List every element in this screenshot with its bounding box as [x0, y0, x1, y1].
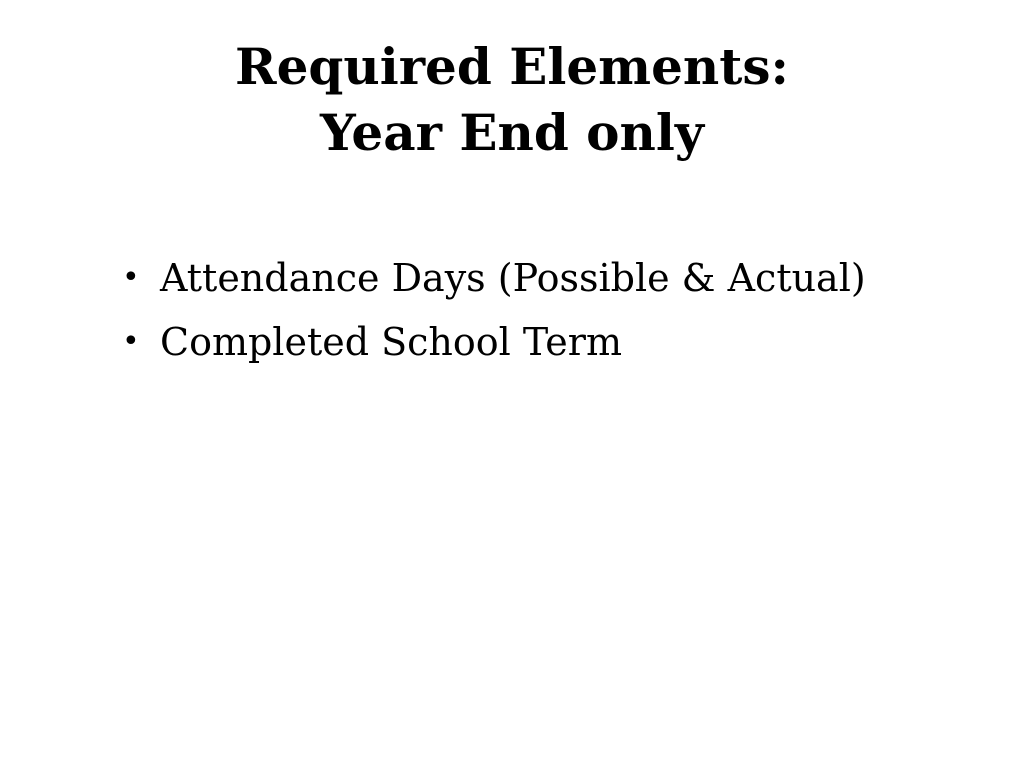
slide-title — [0, 34, 1024, 166]
bullet-item-completed-school-term — [120, 310, 980, 374]
bullet-list — [120, 246, 980, 374]
bullet-item-attendance-days — [120, 246, 980, 310]
bullet-dot-icon: • — [122, 260, 140, 295]
slide-title-line-2: Year End only — [320, 103, 704, 162]
bullet-dot-icon: • — [122, 324, 140, 359]
slide-title-line-1: Required Elements: — [235, 37, 789, 96]
bullet-text: Completed School Term — [160, 320, 622, 364]
bullet-text: Attendance Days (Possible & Actual) — [160, 256, 866, 300]
